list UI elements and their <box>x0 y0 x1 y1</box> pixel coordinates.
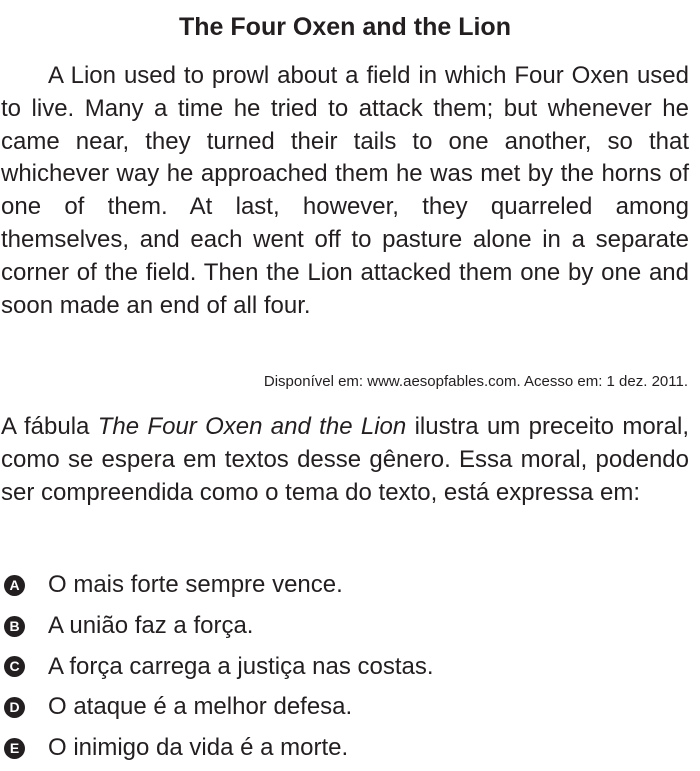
option-text: A união faz a força. <box>48 612 254 640</box>
option-text: A força carrega a justiça nas costas. <box>48 652 434 680</box>
fable-title: The Four Oxen and the Lion <box>179 13 511 41</box>
question-title-italic: The Four Oxen and the Lion <box>97 413 407 440</box>
source-citation: Disponível em: www.aesopfables.com. Acesso em: 1 dez. 2011. <box>263 373 688 390</box>
option-text: O mais forte sempre vence. <box>48 571 343 599</box>
option-letter-badge: C <box>4 656 25 677</box>
option-letter-badge: A <box>4 575 25 596</box>
question-suffix: ilustra um preceito moral, como se espera em textos desse gênero. Essa moral, podendo ser compreendida como o tema do texto, está expressa em: <box>1 413 690 506</box>
option-text: O ataque é a melhor defesa. <box>48 693 353 721</box>
fable-text: A Lion used to prowl about a field in which Four Oxen used to live. Many a time he tried to attack them; but whenever he came near, they turned their tails to one another, so that whichever way he approached them he was met by the horns of one of them. At last, however, they quarreled among themselves, and each went off to pasture alone in a separate corner of the field. Then the Lion attacked them one by one and soon made an end of all four. <box>1 62 689 319</box>
answer-options <box>4 565 694 768</box>
option-d[interactable] <box>4 687 694 728</box>
option-letter-badge: D <box>4 697 25 718</box>
question-stem <box>1 411 689 509</box>
question-prefix: A fábula <box>1 413 98 440</box>
option-letter-badge: E <box>4 738 25 759</box>
option-a[interactable] <box>4 565 694 606</box>
option-letter-badge: B <box>4 616 25 637</box>
option-text: O inimigo da vida é a morte. <box>48 734 349 762</box>
option-e[interactable] <box>4 728 694 769</box>
option-b[interactable] <box>4 606 694 647</box>
option-c[interactable] <box>4 646 694 687</box>
